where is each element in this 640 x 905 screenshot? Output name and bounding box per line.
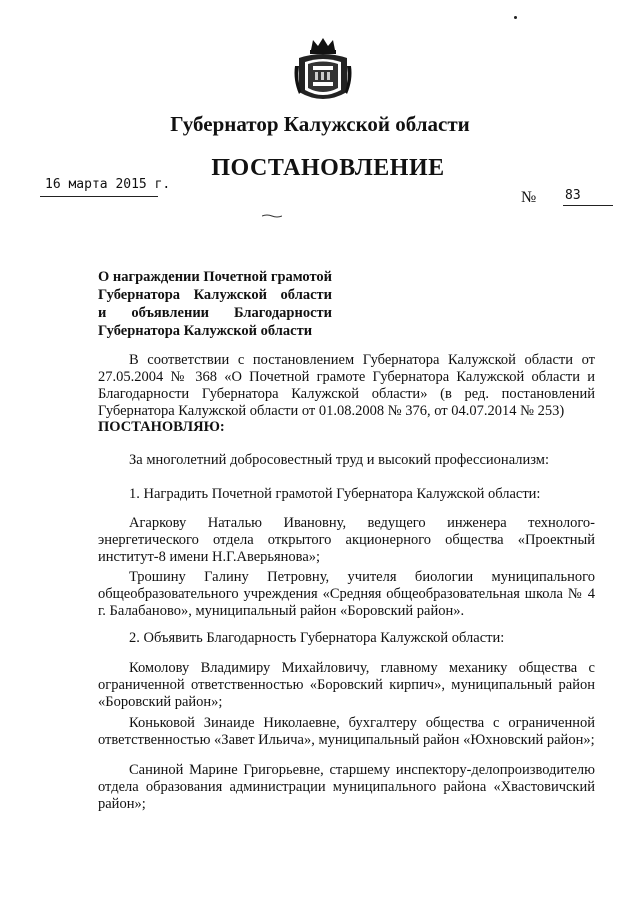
subject-line: и объявлении Благодарности (98, 305, 332, 321)
number-label: № (521, 189, 537, 206)
coat-of-arms-icon (293, 36, 353, 106)
award-entry: Трошину Галину Петровну, учителя биологии муниципального общеобразовательного учреждения «Средняя общеобразовательная школа № 4 г. Балабаново», муниципальный район «Боровский район». (98, 569, 595, 619)
speck-mark (514, 16, 517, 19)
pen-mark (262, 214, 282, 218)
document-subject (98, 268, 332, 340)
subject-line: О награждении Почетной грамотой (98, 269, 333, 285)
section-1-heading: 1. Наградить Почетной грамотой Губернатора Калужской области: (129, 486, 541, 502)
subject-line: Губернатора Калужской области (98, 323, 313, 339)
preamble-paragraph: В соответствии с постановлением Губернатора Калужской области от 27.05.2004 № 368 «О Почетной грамоте Губернатора Калужской области и Благодарности Губернатора Калужской области» (в ред. постановлений Губернатора Калужской области от 01.08.2008 № 376, от 04.07.2014 № 253) (98, 352, 595, 419)
document-number: 83 (565, 188, 581, 203)
governor-title: Губернатор Калужской области (170, 112, 470, 136)
gratitude-entry: Саниной Марине Григорьевне, старшему инспектору-делопроизводителю отдела образования администрации муниципального района «Хвастовичский район»; (98, 762, 595, 812)
decree-word: ПОСТАНОВЛЯЮ: (98, 419, 225, 435)
subject-line: Губернатора Калужской области (98, 287, 332, 303)
document-type-heading: ПОСТАНОВЛЕНИЕ (211, 155, 445, 181)
date-underline (40, 196, 158, 197)
number-underline (563, 205, 613, 206)
award-entry: Агаркову Наталью Ивановну, ведущего инженера технолого-энергетического отдела открытого акционерного общества «Проектный институт-8 имени Н.Г.Аверьянова»; (98, 515, 595, 565)
gratitude-entry: Коньковой Зинаиде Николаевне, бухгалтеру общества с ограниченной ответственностью «Завет Ильича», муниципальный район «Юхновский район»; (98, 715, 595, 748)
reason-paragraph: За многолетний добросовестный труд и высокий профессионализм: (129, 452, 549, 468)
document-date: 16 марта 2015 г. (45, 177, 171, 192)
section-2-heading: 2. Объявить Благодарность Губернатора Калужской области: (129, 630, 505, 646)
gratitude-entry: Комолову Владимиру Михайловичу, главному механику общества с ограниченной ответственностью «Боровский кирпич», муниципальный район «Боровский район»; (98, 660, 595, 710)
